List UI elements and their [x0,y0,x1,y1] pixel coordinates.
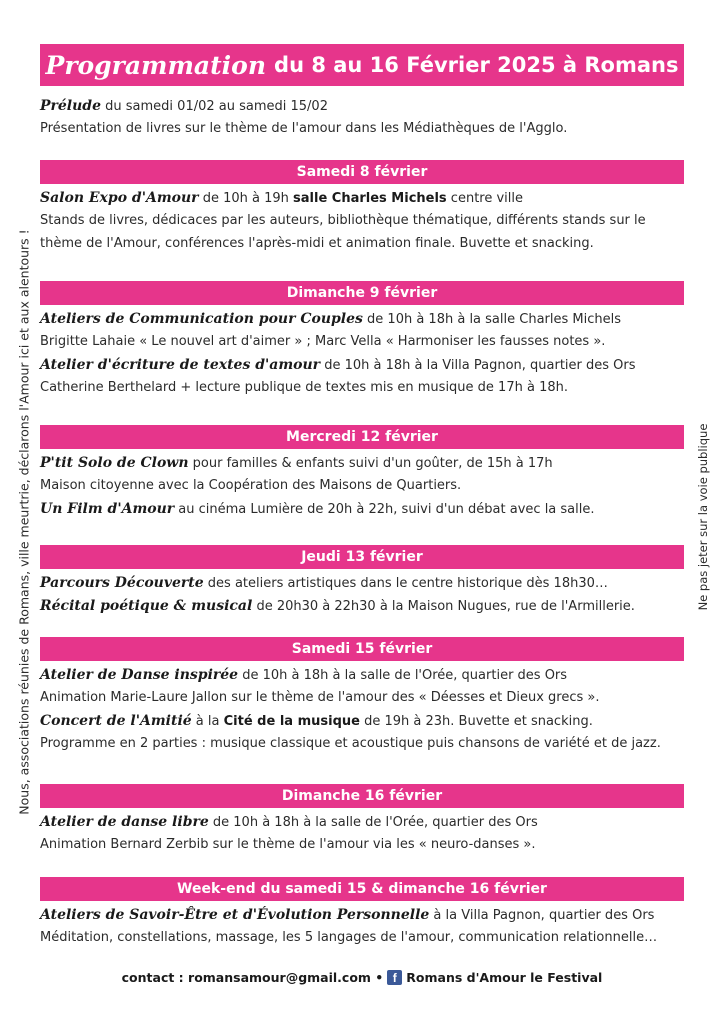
prelude-line [40,96,690,117]
prelude-name: Prélude [40,98,102,114]
event-detail-line: Maison citoyenne avec la Coopération des Maisons de Quartiers. [40,478,462,493]
day-header: Mercredi 12 février [40,425,684,449]
event-detail-line: Méditation, constellations, massage, les 5 langages de l'amour, communication relationnelle… [40,930,658,945]
event-line [40,188,690,209]
event-info: de 10h à 18h à la salle de l'Orée, quartier des Ors [208,815,538,830]
event-detail-line: Animation Bernard Zerbib sur le thème de l'amour via les « neuro-danses ». [40,837,536,852]
event-line [40,499,690,520]
event-name: Parcours Découverte [40,575,204,591]
event-line [40,453,690,474]
day-header: Samedi 15 février [40,637,684,661]
event-info: au cinéma Lumière de 20h à 22h, suivi d'un débat avec la salle. [174,502,595,517]
facebook-icon: f [387,970,402,985]
event-name: Atelier de Danse inspirée [40,667,239,683]
event-name: Un Film d'Amour [40,501,175,517]
event-line [40,711,690,732]
event-line [40,665,690,686]
event-line [40,309,690,330]
event-detail-line: thème de l'Amour, conférences l'après-midi et animation finale. Buvette et snacking. [40,236,594,251]
event-detail-line: Brigitte Lahaie « Le nouvel art d'aimer » ; Marc Vella « Harmoniser les fausses notes ». [40,334,606,349]
facebook-page-label[interactable]: Romans d'Amour le Festival [406,969,603,985]
side-notice: Ne pas jeter sur la voie publique [696,423,710,611]
event-name: Récital poétique & musical [40,598,253,614]
event-line [40,596,690,617]
event-line [40,573,690,594]
event-info: à la Villa Pagnon, quartier des Ors [429,908,655,923]
footer-contact [0,966,724,988]
event-info: de 20h30 à 22h30 à la Maison Nugues, rue de l'Armillerie. [252,599,635,614]
title-script: Programmation [45,50,267,80]
event-info: de 10h à 18h à la Villa Pagnon, quartier des Ors [320,358,636,373]
event-name: Concert de l'Amitié [40,713,192,729]
day-header: Dimanche 9 février [40,281,684,305]
event-detail-line: Stands de livres, dédicaces par les auteurs, bibliothèque thématique, différents stands sur le [40,213,646,228]
event-name: Salon Expo d'Amour [40,190,199,206]
event-name: Atelier de danse libre [40,814,209,830]
event-line [40,812,690,833]
title-dates: du 8 au 16 Février 2025 à Romans [274,53,679,77]
event-info: pour familles & enfants suivi d'un goûter, de 15h à 17h [188,456,553,471]
event-name: Ateliers de Savoir-Être et d'Évolution Personnelle [40,907,430,923]
page-title-banner [40,44,684,86]
event-info: de 10h à 18h à la salle de l'Orée, quartier des Ors [238,668,568,683]
day-header: Dimanche 16 février [40,784,684,808]
event-info: à la [191,714,224,729]
event-line [40,905,690,926]
event-detail-line: Animation Marie-Laure Jallon sur le thème de l'amour des « Déesses et Dieux grecs ». [40,690,600,705]
event-name: P'tit Solo de Clown [40,455,189,471]
prelude-description: Présentation de livres sur le thème de l'amour dans les Médiathèques de l'Agglo. [40,121,568,136]
event-detail-line: Catherine Berthelard + lecture publique de textes mis en musique de 17h à 18h. [40,380,568,395]
day-header: Jeudi 13 février [40,545,684,569]
event-info: de 10h à 18h à la salle Charles Michels [362,312,621,327]
side-slogan: Nous, associations réunies de Romans, ville meurtrie, déclarons l'Amour ici et aux alentours ! [16,229,32,815]
event-line [40,355,690,376]
event-info: centre ville [446,191,524,206]
event-name: Ateliers de Communication pour Couples [40,311,363,327]
event-info: de 19h à 23h. Buvette et snacking. [359,714,593,729]
event-venue: Cité de la musique [223,714,360,729]
day-header: Samedi 8 février [40,160,684,184]
event-detail-line: Programme en 2 parties : musique classique et acoustique puis chansons de variété et de jazz. [40,736,661,751]
prelude-dates: du samedi 01/02 au samedi 15/02 [101,99,328,114]
event-name: Atelier d'écriture de textes d'amour [40,357,321,373]
contact-email[interactable]: contact : romansamour@gmail.com • [121,969,384,985]
event-info: des ateliers artistiques dans le centre historique dès 18h30… [203,576,608,591]
day-header: Week-end du samedi 15 & dimanche 16 février [40,877,684,901]
event-venue: salle Charles Michels [293,191,447,206]
event-info: de 10h à 19h [198,191,294,206]
